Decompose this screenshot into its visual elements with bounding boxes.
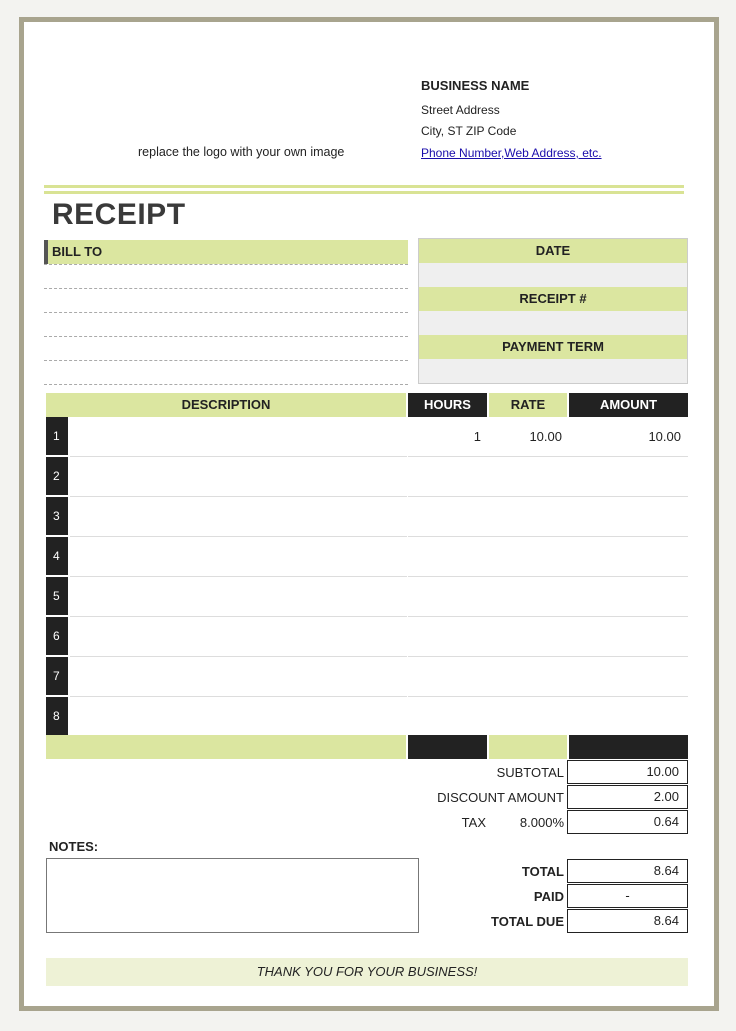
- contact-link[interactable]: Phone Number,Web Address, etc.: [421, 146, 602, 160]
- discount-value[interactable]: 2.00: [567, 785, 688, 809]
- bill-to-label: BILL TO: [52, 244, 103, 259]
- tax-value: 0.64: [567, 810, 688, 834]
- receipt-number-label: RECEIPT #: [419, 287, 687, 311]
- row-number: 3: [46, 497, 68, 535]
- date-label: DATE: [419, 239, 687, 263]
- bill-to-line[interactable]: [44, 360, 408, 361]
- discount-label: DISCOUNT AMOUNT: [437, 790, 564, 805]
- header-rule-top: [44, 185, 684, 188]
- page-title: RECEIPT: [52, 198, 186, 231]
- row-number: 4: [46, 537, 68, 575]
- notes-field[interactable]: [46, 858, 419, 933]
- street-address: Street Address: [421, 103, 500, 117]
- city-state-zip: City, ST ZIP Code: [421, 124, 517, 138]
- rate-cell[interactable]: 10.00: [529, 429, 562, 444]
- row-number: 2: [46, 457, 68, 495]
- notes-label: NOTES:: [49, 839, 99, 854]
- header-rule-bottom: [44, 191, 684, 194]
- amount-cell: 10.00: [648, 429, 681, 444]
- bill-to-line[interactable]: [44, 264, 408, 265]
- row-number: 6: [46, 617, 68, 655]
- hours-cell[interactable]: 1: [473, 429, 481, 444]
- row-divider: [70, 616, 688, 617]
- rate-header: RATE: [489, 393, 567, 417]
- receipt-number-field[interactable]: [419, 311, 687, 335]
- row-number: 7: [46, 657, 68, 695]
- hours-header: HOURS: [408, 393, 487, 417]
- table-footer-hours: [408, 735, 487, 759]
- row-divider: [70, 696, 688, 697]
- payment-term-field[interactable]: [419, 359, 687, 383]
- table-footer-rate: [489, 735, 567, 759]
- tax-label: TAX: [461, 815, 486, 830]
- total-due-label: TOTAL DUE: [491, 914, 564, 929]
- description-header: DESCRIPTION: [46, 393, 406, 417]
- tax-rate[interactable]: 8.000%: [519, 815, 564, 830]
- subtotal-label: SUBTOTAL: [496, 765, 564, 780]
- logo-placeholder-note: replace the logo with your own image: [138, 145, 345, 159]
- bill-to-line[interactable]: [44, 312, 408, 313]
- bill-to-line[interactable]: [44, 288, 408, 289]
- amount-header: AMOUNT: [569, 393, 688, 417]
- bill-to-line[interactable]: [44, 336, 408, 337]
- table-footer-description: [46, 735, 406, 759]
- subtotal-value: 10.00: [567, 760, 688, 784]
- bill-to-line[interactable]: [44, 384, 408, 385]
- business-name: BUSINESS NAME: [421, 78, 530, 93]
- row-divider: [70, 656, 688, 657]
- row-number: 5: [46, 577, 68, 615]
- row-divider: [70, 536, 688, 537]
- total-due-value: 8.64: [567, 909, 688, 933]
- row-divider: [70, 456, 688, 457]
- row-number: 1: [46, 417, 68, 455]
- row-number: 8: [46, 697, 68, 735]
- total-label: TOTAL: [521, 864, 564, 879]
- thank-you-banner: THANK YOU FOR YOUR BUSINESS!: [46, 958, 688, 986]
- payment-term-label: PAYMENT TERM: [419, 335, 687, 359]
- column-separator: [407, 417, 408, 735]
- row-divider: [70, 576, 688, 577]
- paid-value[interactable]: -: [567, 884, 688, 908]
- paid-label: PAID: [533, 889, 564, 904]
- bill-to-header: [44, 240, 408, 264]
- total-value: 8.64: [567, 859, 688, 883]
- table-footer-amount: [569, 735, 688, 759]
- date-field[interactable]: [419, 263, 687, 287]
- row-divider: [70, 496, 688, 497]
